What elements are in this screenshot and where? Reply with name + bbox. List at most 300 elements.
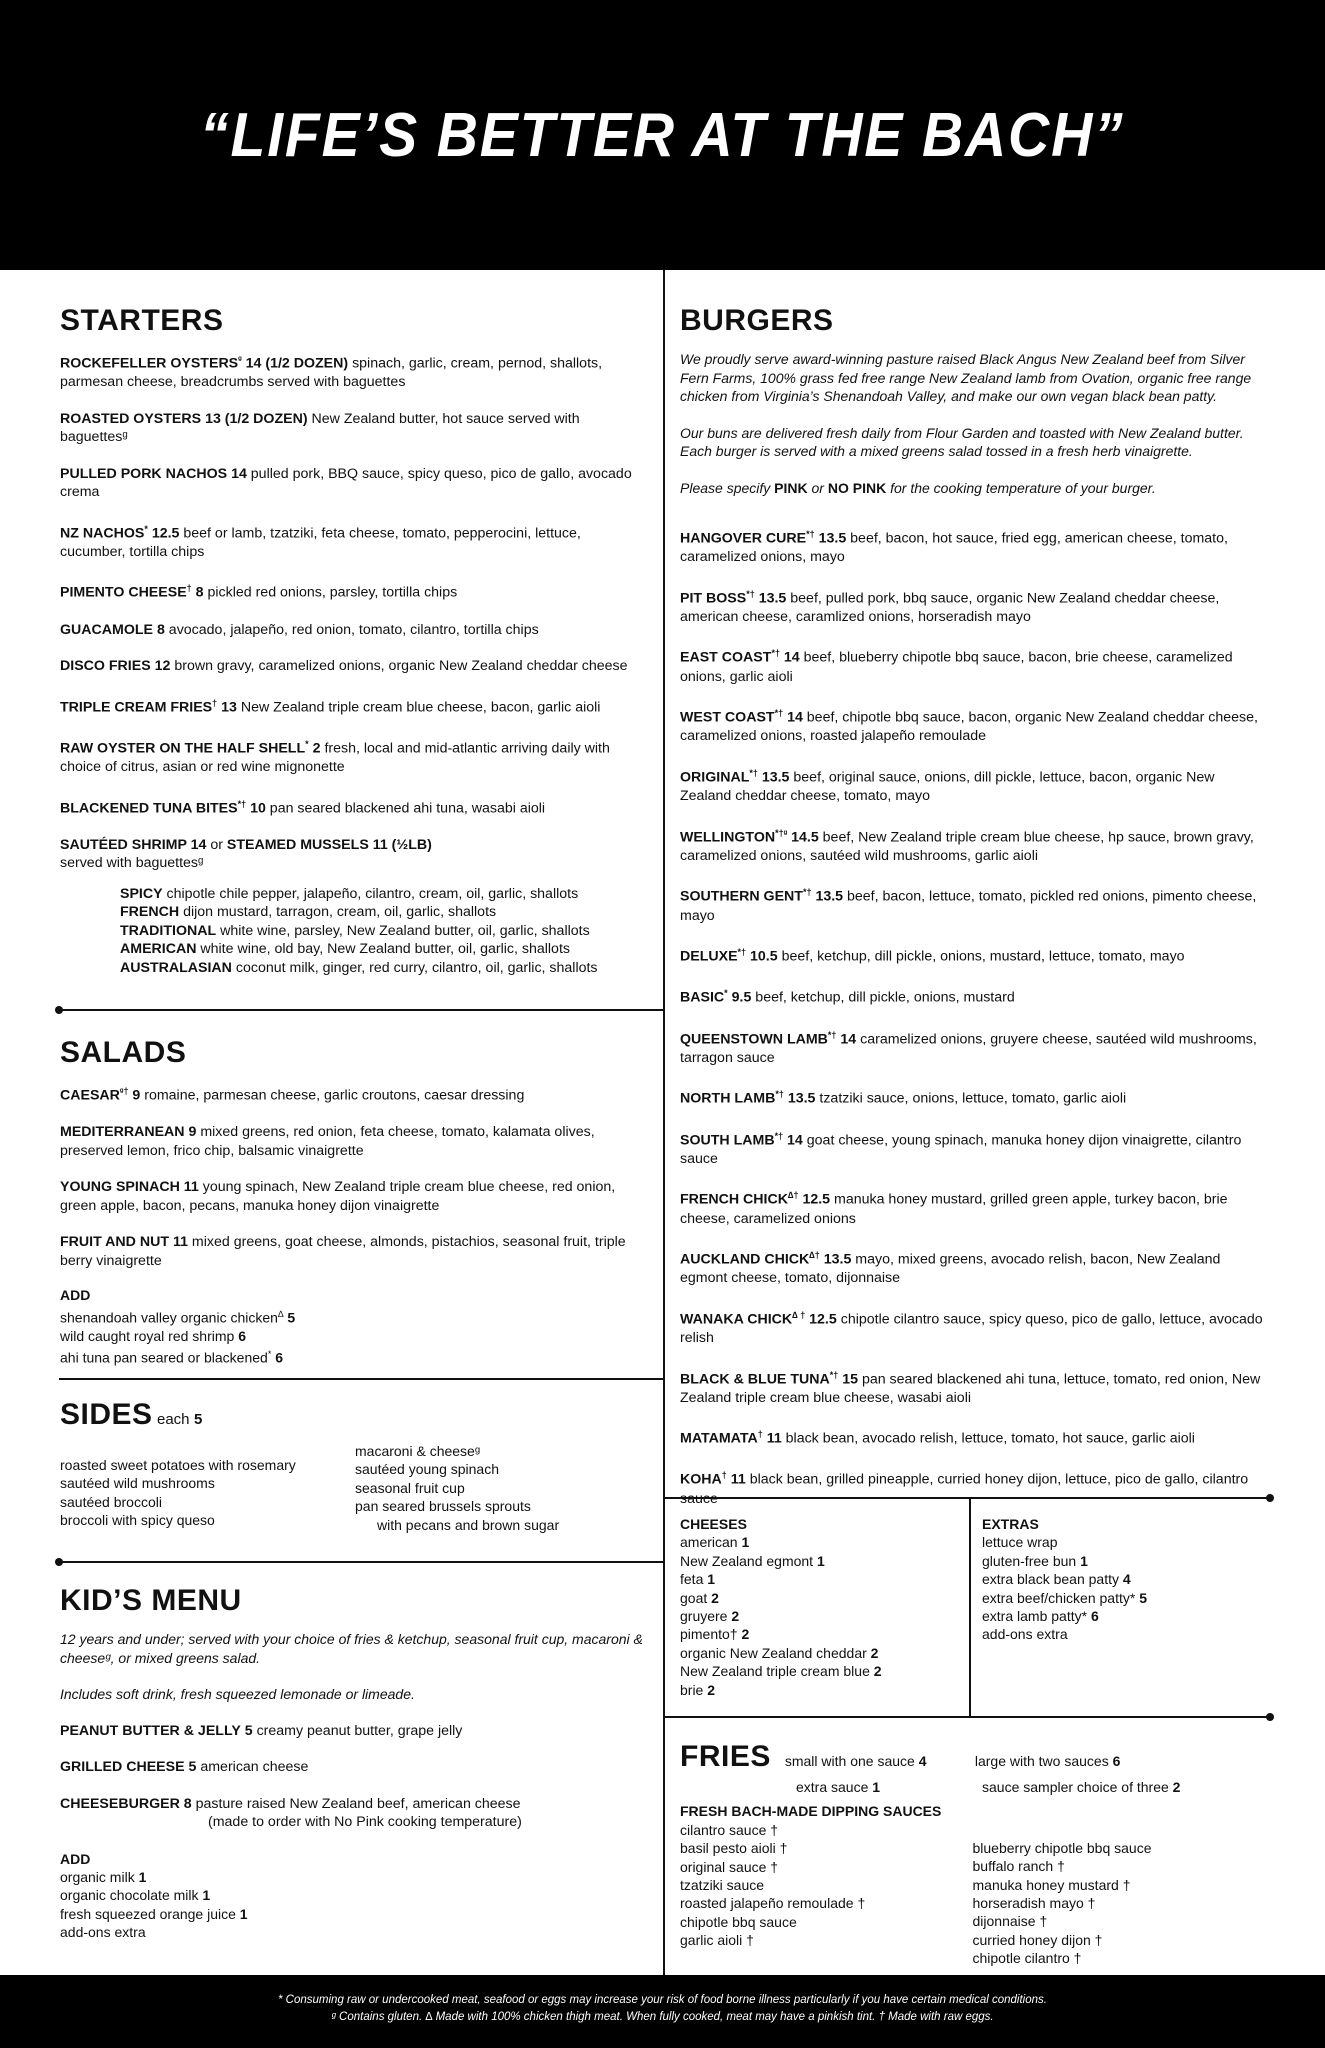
- starters-title: STARTERS: [60, 304, 224, 337]
- list-item-text: ahi tuna pan seared or blackened: [60, 1349, 268, 1366]
- side-item: with pecans and brown sugar: [377, 1516, 560, 1533]
- shrimp-name: SAUTÉED SHRIMP 14: [60, 836, 207, 853]
- list-item: [680, 1533, 960, 1551]
- list-item-text: extra beef/chicken patty*: [982, 1589, 1136, 1606]
- list-item-text: extra lamb patty*: [982, 1608, 1088, 1625]
- item-marks: *†: [827, 1029, 837, 1040]
- list-item: [680, 1644, 960, 1662]
- item-name: YOUNG SPINACH: [60, 1179, 180, 1196]
- item-name: WANAKA CHICK: [680, 1311, 793, 1328]
- item-desc: beef, bacon, lettuce, tomato, pickled red onions, pimento cheese, mayo: [680, 889, 1257, 924]
- item-desc: mayo, mixed greens, avocado relish, bacon, New Zealand egmont cheese, tomato, dijonnaise: [680, 1251, 1221, 1287]
- item-marks: ᵍ: [238, 354, 242, 364]
- list-item-price: 6: [238, 1327, 246, 1344]
- item-price: 2: [312, 740, 321, 757]
- side-item: broccoli with spicy queso: [60, 1512, 215, 1529]
- item-price: 10.5: [750, 948, 778, 965]
- kids-add-list: [60, 1868, 650, 1942]
- list-item: [680, 1662, 960, 1680]
- menu-item: [60, 657, 650, 676]
- menu-item: [60, 621, 650, 640]
- item-name: GUACAMOLE: [60, 621, 154, 638]
- list-item: [60, 1868, 650, 1886]
- shrimp-desc: served with baguettesᵍ: [60, 855, 204, 872]
- menu-item: [680, 764, 1265, 806]
- item-price: 9: [132, 1087, 141, 1104]
- list-item-text: lettuce wrap: [982, 1534, 1058, 1551]
- list-item: [680, 1625, 960, 1643]
- list-item: [982, 1589, 1262, 1607]
- item-name: RAW OYSTER ON THE HALF SHELL: [60, 740, 306, 757]
- item-name: PULLED PORK NACHOS: [60, 465, 228, 482]
- list-item-price: 2: [707, 1681, 716, 1698]
- footer-line-2: ᵍ Contains gluten. ∆ Made with 100% chicken thigh meat. When fully cooked, meat may have a pinkish tint. † Made with raw eggs.: [331, 2011, 994, 2023]
- item-name: AUCKLAND CHICK: [680, 1251, 810, 1268]
- item-marks: ᵍ†: [119, 1086, 129, 1096]
- item-name: PIMENTO CHEESE: [60, 585, 187, 602]
- item-desc: young spinach, New Zealand triple cream blue cheese, red onion, green apple, bacon, pecans, manuka honey dijon vinaigrette: [60, 1179, 616, 1214]
- menu-item: [680, 883, 1265, 925]
- kids-title: KID’S MENU: [60, 1584, 242, 1617]
- list-item-price: 6: [275, 1349, 284, 1366]
- fries-title: FRIES: [680, 1740, 771, 1773]
- fries-sampler: [982, 1778, 1180, 1796]
- menu-item: [680, 1246, 1265, 1288]
- divider-salads-sides: [59, 1378, 663, 1380]
- list-item-text: brie: [680, 1681, 704, 1698]
- kids-item-name: PEANUT BUTTER & JELLY: [60, 1722, 241, 1739]
- sauce-item: tzatziki sauce: [680, 1877, 765, 1894]
- shrimp-style: [120, 940, 650, 959]
- item-desc: beef or lamb, tzatziki, feta cheese, tomato, pepperocini, lettuce, cucumber, tortilla chips: [60, 525, 581, 560]
- sauce-item: dijonnaise †: [972, 1913, 1048, 1930]
- item-name: QUEENSTOWN LAMB: [680, 1031, 828, 1048]
- item-marks: *†: [746, 588, 755, 599]
- sauces-col1: [680, 1821, 973, 1968]
- item-desc: black bean, grilled pineapple, curried honey dijon, lettuce, pico de gallo, cilantro sauce: [680, 1472, 1249, 1507]
- starters-section: [60, 304, 650, 977]
- kids-includes: Includes soft drink, fresh squeezed lemonade or limeade.: [60, 1686, 415, 1702]
- list-item-text: fresh squeezed orange juice: [60, 1905, 236, 1922]
- item-price: 13 (1/2 DOZEN): [205, 410, 308, 427]
- item-price: 14: [231, 465, 247, 482]
- item-name: WELLINGTON: [680, 829, 776, 846]
- menu-item: [680, 1026, 1265, 1068]
- kids-item-price: 5: [244, 1722, 253, 1739]
- item-price: 11: [766, 1430, 782, 1447]
- kids-item-name: GRILLED CHEESE: [60, 1759, 185, 1775]
- list-item-text: american: [680, 1534, 738, 1551]
- list-item-text: extra black bean patty: [982, 1571, 1119, 1588]
- list-item-text: organic chocolate milk: [60, 1887, 199, 1904]
- shrimp-style: [120, 903, 650, 922]
- list-item-text: wild caught royal red shrimp: [60, 1327, 235, 1344]
- item-price: 11: [172, 1234, 188, 1251]
- list-item-price: 2: [873, 1663, 882, 1680]
- shrimp-mussels-item: [60, 836, 650, 873]
- item-name: CAESAR: [60, 1087, 120, 1104]
- salads-add-title: ADD: [60, 1287, 91, 1304]
- menu-item: [680, 1186, 1265, 1228]
- list-item: [680, 1607, 960, 1625]
- list-item-price: 1: [816, 1552, 825, 1569]
- menu-item: [60, 1178, 650, 1215]
- shrimp-style-name: AMERICAN: [120, 941, 197, 958]
- item-name: MATAMATA: [680, 1430, 758, 1447]
- sauce-item: basil pesto aioli †: [680, 1840, 788, 1857]
- item-desc: spinach, garlic, cream, pernod, shallots, parmesan cheese, breadcrumbs served with baguettes: [60, 355, 603, 391]
- item-marks: †: [721, 1470, 727, 1481]
- kids-item-desc: american cheese: [196, 1759, 309, 1775]
- sauce-item: chipotle cilantro †: [972, 1950, 1082, 1967]
- sauce-item: buffalo ranch †: [972, 1858, 1065, 1875]
- list-item-price: 5: [1139, 1589, 1147, 1606]
- item-price: 13.5: [818, 530, 847, 547]
- page-title: “LIFE’S BETTER AT THE BACH”: [200, 100, 1125, 170]
- item-name: PIT BOSS: [680, 590, 747, 607]
- item-marks: *: [144, 523, 148, 534]
- side-item: roasted sweet potatoes with rosemary: [60, 1457, 296, 1473]
- list-item-text: gruyere: [680, 1608, 728, 1625]
- item-price: 13.5: [815, 889, 844, 906]
- menu-item: [60, 410, 650, 447]
- list-item: [680, 1570, 960, 1588]
- item-price: 14: [840, 1031, 857, 1048]
- menu-item: [680, 824, 1265, 866]
- item-desc: goat cheese, young spinach, manuka honey dijon vinaigrette, cilantro sauce: [680, 1132, 1242, 1167]
- item-desc: romaine, parmesan cheese, garlic croutons, caesar dressing: [140, 1087, 525, 1104]
- salads-section: [60, 1036, 650, 1367]
- list-item-text: feta: [680, 1571, 704, 1588]
- side-item: seasonal fruit cup: [355, 1479, 465, 1496]
- sauce-item: horseradish mayo †: [972, 1895, 1096, 1912]
- mussels-name: STEAMED MUSSELS 11 (½LB): [226, 836, 432, 853]
- item-marks: *†: [774, 708, 784, 719]
- item-price: 9.5: [731, 990, 752, 1007]
- list-item-price: 5: [287, 1309, 296, 1326]
- list-item: [680, 1589, 960, 1607]
- fries-small-label: small with one sauce: [784, 1753, 915, 1769]
- item-marks: †: [757, 1429, 763, 1440]
- list-item: [60, 1923, 650, 1941]
- item-name: TRIPLE CREAM FRIES: [60, 699, 213, 716]
- menu-item: [680, 1366, 1265, 1408]
- list-item-text: add-ons extra: [982, 1626, 1068, 1643]
- item-name: ORIGINAL: [680, 769, 750, 786]
- item-name: BASIC: [680, 990, 725, 1007]
- item-desc: mixed greens, goat cheese, almonds, pistachios, seasonal fruit, triple berry vinaigrette: [60, 1234, 626, 1269]
- list-item-text: organic milk: [60, 1868, 135, 1885]
- shrimp-style-desc: white wine, old bay, New Zealand butter, oil, garlic, shallots: [196, 941, 570, 958]
- item-name: DISCO FRIES: [60, 658, 151, 675]
- item-desc: beef, ketchup, dill pickle, onions, mustard, lettuce, tomato, mayo: [777, 948, 1185, 965]
- menu-item: [680, 1127, 1265, 1169]
- sides-section: [60, 1398, 650, 1534]
- item-marks: *: [724, 988, 728, 999]
- fries-sampler-price: 2: [1172, 1779, 1181, 1795]
- kids-item-price: 5: [188, 1759, 197, 1775]
- fries-extra: [796, 1778, 982, 1796]
- item-name: HANGOVER CURE: [680, 530, 807, 547]
- burgers-intro-3: [680, 479, 1265, 498]
- list-item-price: 6: [1090, 1608, 1099, 1625]
- item-name: BLACK & BLUE TUNA: [680, 1371, 830, 1388]
- item-desc: black bean, avocado relish, lettuce, tomato, hot sauce, garlic aioli: [781, 1430, 1195, 1447]
- item-desc: beef, bacon, hot sauce, fried egg, american cheese, tomato, caramelized onions, mayo: [680, 530, 1228, 566]
- item-name: KOHA: [680, 1472, 722, 1489]
- item-name: FRENCH CHICK: [680, 1192, 788, 1209]
- fries-small-price: 4: [918, 1753, 927, 1769]
- list-item: [680, 1552, 960, 1570]
- shrimp-style: [120, 885, 650, 904]
- item-name: BLACKENED TUNA BITES: [60, 800, 238, 817]
- item-desc: pulled pork, BBQ sauce, spicy queso, pico de gallo, avocado crema: [60, 465, 632, 501]
- menu-item: [680, 943, 1265, 966]
- shrimp-style-desc: white wine, parsley, New Zealand butter, oil, garlic, shallots: [216, 922, 590, 939]
- list-item-price: 2: [711, 1589, 719, 1606]
- sides-col2: [355, 1442, 650, 1534]
- fries-extra-label: extra sauce: [796, 1779, 869, 1795]
- item-desc: New Zealand butter, hot sauce served with baguettesᵍ: [60, 410, 580, 446]
- fries-sampler-label: sauce sampler choice of three: [982, 1779, 1169, 1795]
- fries-extra-price: 1: [872, 1779, 881, 1795]
- fries-large-price: 6: [1112, 1753, 1121, 1769]
- burgers-intro-1: We proudly serve award-winning pasture raised Black Angus New Zealand beef from Silver Fern Farms, 100% grass fed free range New Zealand lamb from Ovation, organic free range chicken from Virginia’s Shenandoah Valley, and make our own vegan black bean patty.: [680, 351, 1252, 404]
- fries-large: [975, 1752, 1121, 1770]
- menu-item: [680, 1306, 1265, 1348]
- no-pink-label: NO PINK: [827, 479, 887, 496]
- list-item-price: 1: [138, 1868, 147, 1885]
- item-marks: *†: [771, 648, 780, 659]
- kids-section: [60, 1584, 650, 1942]
- starters-list: [60, 350, 650, 818]
- shrimp-style-name: AUSTRALASIAN: [120, 959, 232, 976]
- divider-dot: [1266, 1713, 1274, 1721]
- item-desc: brown gravy, caramelized onions, organic New Zealand cheddar cheese: [170, 658, 628, 675]
- item-desc: beef, blueberry chipotle bbq sauce, bacon, brie cheese, caramelized onions, garlic aioli: [680, 650, 1233, 685]
- list-item-price: 2: [870, 1644, 879, 1661]
- shrimp-style-name: TRADITIONAL: [120, 922, 217, 939]
- item-name: MEDITERRANEAN: [60, 1124, 185, 1141]
- item-price: 8: [156, 621, 165, 638]
- item-desc: beef, original sauce, onions, dill pickle, lettuce, bacon, organic New Zealand cheddar cheese, tomato, mayo: [680, 769, 1215, 805]
- item-desc: caramelized onions, gruyere cheese, sautéed wild mushrooms, tarragon sauce: [680, 1031, 1257, 1066]
- footer-line-1: * Consuming raw or undercooked meat, seafood or eggs may increase your risk of food borne illness particularly if you have certain medical conditions.: [278, 1994, 1047, 2006]
- menu-item: [60, 795, 650, 818]
- menu-item: [680, 585, 1265, 627]
- item-desc: mixed greens, red onion, feta cheese, tomato, kalamata olives, preserved lemon, frico chip, balsamic vinaigrette: [60, 1124, 595, 1159]
- shrimp-styles: [60, 885, 650, 978]
- item-marks: *†: [749, 767, 758, 778]
- list-item-price: 2: [741, 1626, 750, 1643]
- menu-item: [680, 1425, 1265, 1448]
- sauce-item: garlic aioli †: [680, 1932, 754, 1949]
- list-item: [60, 1305, 650, 1327]
- item-marks: ∆†: [787, 1190, 799, 1201]
- kids-item: [60, 1758, 650, 1777]
- kids-list: [60, 1722, 650, 1832]
- list-item: [982, 1607, 1262, 1625]
- divider-cheeses-fries: [665, 1716, 1270, 1718]
- list-item-price: 4: [1122, 1571, 1131, 1588]
- list-item-price: 2: [731, 1608, 740, 1625]
- shrimp-style-desc: chipotle chile pepper, jalapeño, cilantro, cream, oil, garlic, shallots: [162, 885, 579, 902]
- sauces-col2: [973, 1821, 1266, 1968]
- kids-intro: 12 years and under; served with your choice of fries & ketchup, seasonal fruit cup, macaroni & cheeseᵍ, or mixed greens salad.: [60, 1631, 643, 1666]
- item-desc: fresh, local and mid-atlantic arriving daily with choice of citrus, asian or red wine mignonette: [60, 740, 610, 776]
- cheeses-list: [680, 1533, 960, 1699]
- salads-title: SALADS: [60, 1036, 187, 1069]
- cheeseburger-note: (made to order with No Pink cooking temperature): [208, 1814, 522, 1830]
- item-desc: New Zealand triple cream blue cheese, bacon, garlic aioli: [236, 699, 601, 716]
- item-marks: *†: [802, 887, 812, 898]
- menu-item: [680, 1466, 1265, 1508]
- burgers-intro-2: Our buns are delivered fresh daily from Flour Garden and toasted with New Zealand butter. Each burger is served with a mixed greens salad tossed in a fresh herb vinaigrette.: [680, 424, 1244, 459]
- item-name: ROASTED OYSTERS: [60, 410, 202, 427]
- intro3-or: or: [807, 479, 828, 496]
- item-marks: *†: [829, 1369, 839, 1380]
- list-item: [982, 1625, 1262, 1643]
- item-name: NZ NACHOS: [60, 525, 145, 542]
- list-item-price: 1: [741, 1534, 750, 1551]
- list-item-text: goat: [680, 1589, 708, 1606]
- item-price: 12.5: [802, 1192, 831, 1209]
- item-price: 13.5: [758, 590, 787, 607]
- header-banner: [0, 0, 1325, 270]
- list-item: [60, 1905, 650, 1923]
- item-price: 12.5: [809, 1311, 837, 1328]
- item-price: 14.5: [791, 829, 819, 846]
- item-desc: pan seared blackened ahi tuna, lettuce, tomato, red onion, New Zealand triple cream blue cheese, wasabi aioli: [680, 1371, 1261, 1406]
- kids-item: [60, 1722, 650, 1741]
- cheeses-section: [680, 1515, 960, 1699]
- list-item-marks: ∆: [277, 1308, 284, 1319]
- burgers-section: [680, 304, 1265, 1526]
- menu-item: [60, 465, 650, 502]
- item-marks: *†ᵍ: [775, 827, 788, 838]
- list-item: [60, 1886, 650, 1904]
- shrimp-style: [120, 959, 650, 978]
- item-name: DELUXE: [680, 948, 738, 965]
- menu-item: [60, 735, 650, 777]
- fries-section: [680, 1740, 1265, 1968]
- sauce-item: curried honey dijon †: [972, 1931, 1103, 1948]
- shrimp-style-desc: dijon mustard, tarragon, cream, oil, garlic, shallots: [179, 904, 497, 921]
- menu-item: [60, 1233, 650, 1270]
- item-price: 14 (1/2 DOZEN): [245, 355, 349, 372]
- item-marks: *: [305, 738, 309, 749]
- list-item-price: 1: [239, 1905, 248, 1922]
- item-price: 15: [842, 1371, 858, 1388]
- item-marks: *†: [774, 1130, 784, 1141]
- item-name: NORTH LAMB: [680, 1091, 776, 1108]
- fries-large-label: large with two sauces: [974, 1753, 1109, 1769]
- sauce-item: manuka honey mustard †: [972, 1876, 1131, 1893]
- item-price: 13.5: [761, 769, 790, 786]
- list-item: [982, 1570, 1262, 1588]
- menu-item: [680, 644, 1265, 686]
- item-price: 12.5: [151, 525, 180, 542]
- item-price: 13: [221, 699, 237, 716]
- item-desc: manuka honey mustard, grilled green apple, turkey bacon, brie cheese, caramelized onions: [680, 1192, 1228, 1227]
- list-item: [680, 1681, 960, 1699]
- extras-list: [982, 1533, 1262, 1643]
- sauces-title: FRESH BACH-MADE DIPPING SAUCES: [680, 1803, 942, 1820]
- item-name: FRUIT AND NUT: [60, 1234, 170, 1251]
- menu-item: [60, 520, 650, 562]
- sauce-item: blueberry chipotle bbq sauce: [972, 1839, 1152, 1856]
- footer-disclaimer: [0, 1975, 1325, 2048]
- item-marks: *†: [775, 1089, 784, 1100]
- item-price: 11: [183, 1179, 199, 1196]
- item-name: WEST COAST: [680, 709, 775, 726]
- list-item-text: New Zealand triple cream blue: [680, 1663, 870, 1680]
- sauce-item: chipotle bbq sauce: [680, 1913, 797, 1930]
- item-desc: pan seared blackened ahi tuna, wasabi aioli: [265, 800, 546, 817]
- item-desc: beef, New Zealand triple cream blue cheese, hp sauce, brown gravy, caramelized onions, sautéed wild mushrooms, garlic aioli: [680, 829, 1254, 864]
- shrimp-style: [120, 922, 650, 941]
- intro3-b: for the cooking temperature of your burger.: [886, 479, 1156, 496]
- kids-item-desc: creamy peanut butter, grape jelly: [252, 1722, 463, 1739]
- kids-item-name: CHEESEBURGER: [60, 1795, 180, 1812]
- shrimp-style-desc: coconut milk, ginger, red curry, cilantro, oil, garlic, shallots: [231, 959, 598, 976]
- item-price: 13.5: [823, 1251, 852, 1268]
- menu-item: [60, 1082, 650, 1105]
- item-marks: *†: [806, 529, 815, 539]
- item-marks: *†: [737, 947, 747, 958]
- list-item: [60, 1345, 650, 1367]
- item-marks: *†: [237, 798, 247, 809]
- fries-small: [785, 1752, 975, 1770]
- column-divider: [663, 270, 665, 1975]
- item-marks: ∆†: [809, 1250, 820, 1261]
- divider-dot: [1266, 1494, 1274, 1502]
- side-item: sautéed wild mushrooms: [60, 1475, 215, 1492]
- cheeses-title: CHEESES: [680, 1516, 747, 1532]
- item-name: ROCKEFELLER OYSTERS: [60, 355, 239, 372]
- item-name: SOUTHERN GENT: [680, 889, 803, 906]
- item-price: 8: [195, 585, 204, 602]
- salads-list: [60, 1082, 650, 1270]
- item-desc: beef, chipotle bbq sauce, bacon, organic New Zealand cheddar cheese, caramelized onions, roasted jalapeño remoulade: [680, 709, 1258, 745]
- kids-item-desc: pasture raised New Zealand beef, american cheese: [191, 1795, 521, 1812]
- item-price: 14: [787, 709, 803, 726]
- item-price: 13.5: [787, 1091, 816, 1108]
- menu-item: [60, 694, 650, 717]
- list-item-text: gluten-free bun: [982, 1552, 1077, 1569]
- menu-item: [60, 579, 650, 602]
- item-price: 12: [154, 658, 171, 675]
- intro3-a: Please specify: [680, 479, 775, 496]
- sides-price: 5: [193, 1411, 203, 1428]
- list-item: [982, 1533, 1262, 1551]
- list-item: [60, 1327, 650, 1345]
- divider-sides-kids: [59, 1561, 663, 1563]
- sides-title: SIDES: [60, 1398, 153, 1431]
- list-item-text: add-ons extra: [60, 1924, 146, 1941]
- item-desc: beef, pulled pork, bbq sauce, organic New Zealand cheddar cheese, american cheese, caramlized onions, horseradish mayo: [680, 590, 1220, 625]
- sauce-item: roasted jalapeño remoulade †: [680, 1895, 866, 1912]
- kids-item: [60, 1795, 650, 1832]
- item-price: 14: [787, 1132, 803, 1149]
- cheeses-extras-divider: [969, 1499, 971, 1717]
- menu-item: [680, 704, 1265, 746]
- item-desc: pickled red onions, parsley, tortilla chips: [203, 585, 458, 602]
- item-desc: beef, ketchup, dill pickle, onions, mustard: [751, 990, 1015, 1007]
- item-marks: †: [186, 583, 192, 594]
- item-price: 14: [783, 650, 800, 667]
- list-item: [982, 1552, 1262, 1570]
